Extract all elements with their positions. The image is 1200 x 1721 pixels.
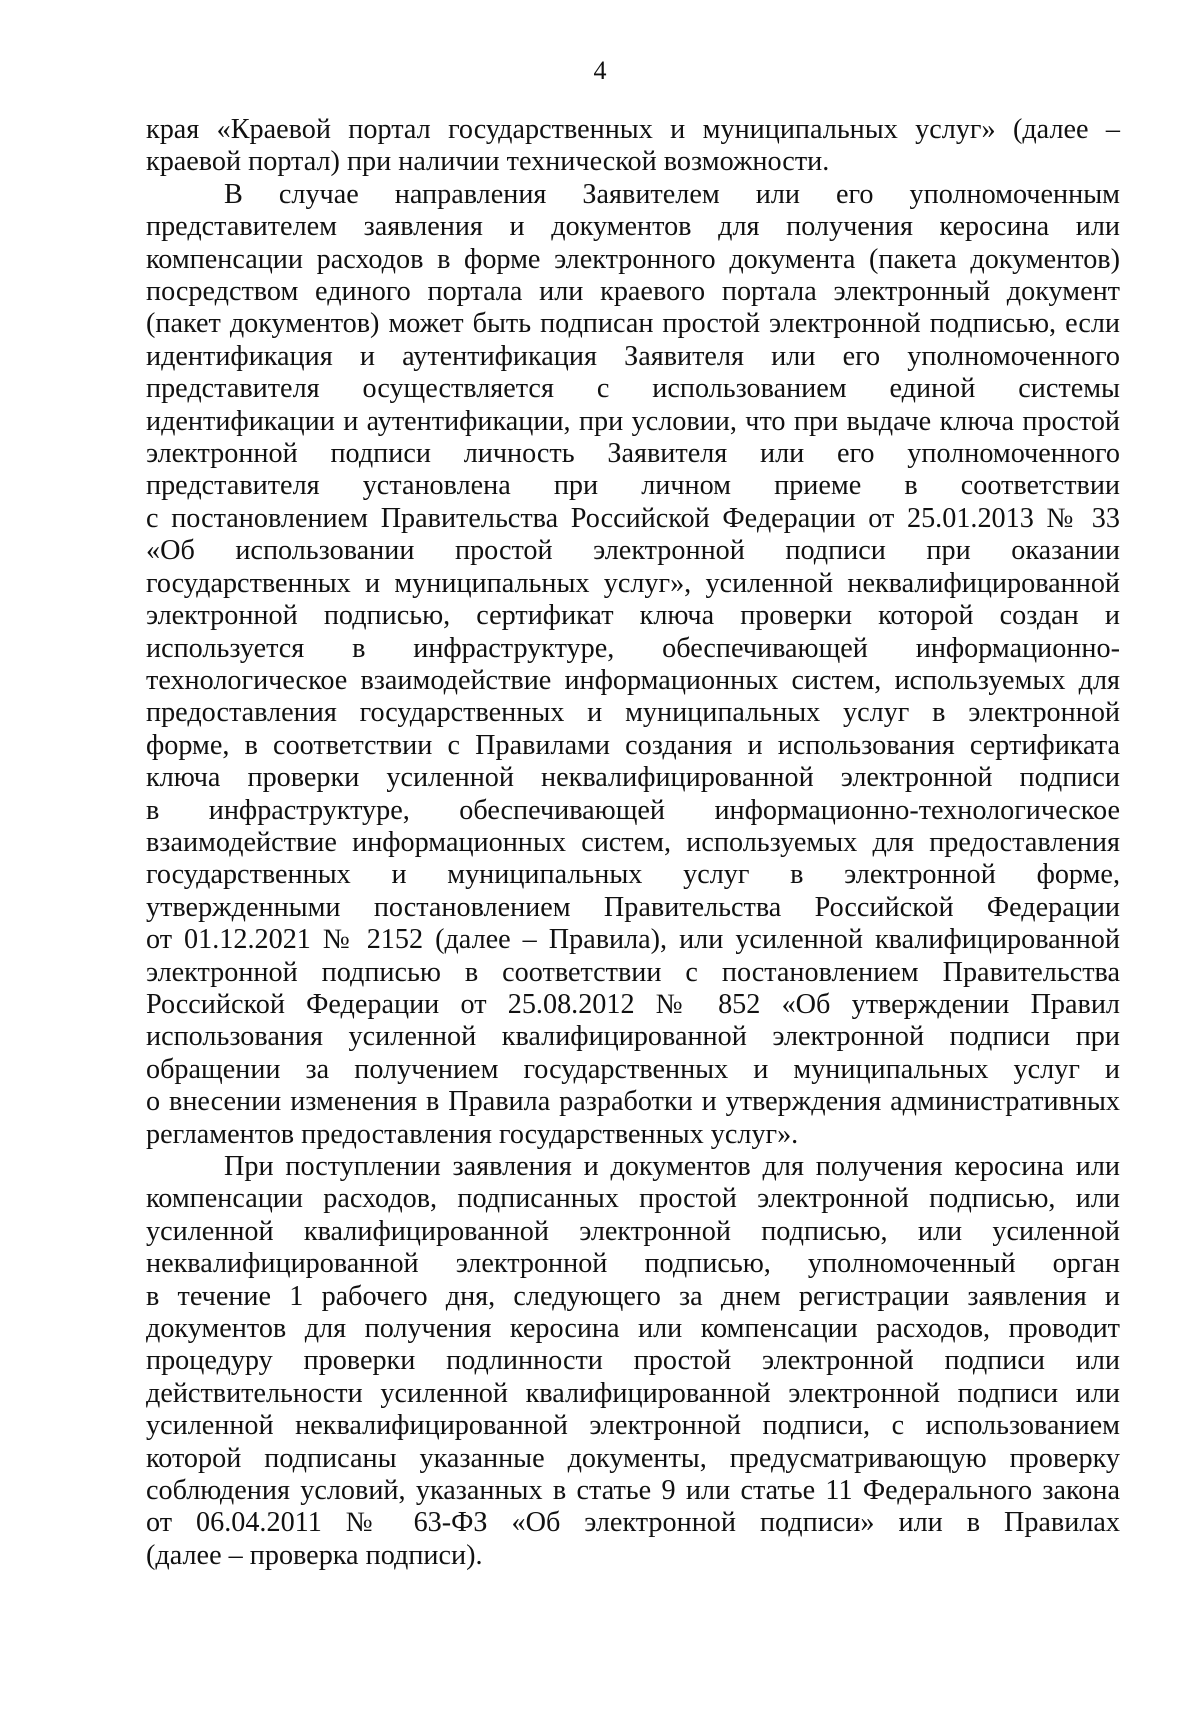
text-line: в инфраструктуре, обеспечивающей информационно-технологическое [146, 794, 1120, 826]
text-line: электронной подписью в соответствии с постановлением Правительства [146, 956, 1120, 988]
text-line: предоставления государственных и муниципальных услуг в электронной [146, 697, 1120, 729]
text-line: В случае направления Заявителем или его уполномоченным [224, 178, 1120, 210]
text-line: идентификации и аутентификации, при условии, что при выдаче ключа простой [146, 405, 1120, 437]
text-line: (пакет документов) может быть подписан простой электронной подписью, если [146, 308, 1120, 340]
text-line: от 01.12.2021 № 2152 (далее – Правила), или усиленной квалифицированной [146, 924, 1120, 956]
text-line: усиленной неквалифицированной электронной подписи, с использованием [146, 1410, 1120, 1442]
text-line: утвержденными постановлением Правительства Российской Федерации [146, 891, 1120, 923]
text-line: ключа проверки усиленной неквалифицированной электронной подписи [146, 762, 1120, 794]
text-line: усиленной квалифицированной электронной подписью, или усиленной [146, 1215, 1120, 1247]
text-line: действительности усиленной квалифицированной электронной подписи или [146, 1377, 1120, 1409]
text-line: краевой портал) при наличии технической возможности. [146, 146, 830, 178]
text-line: электронной подписи личность Заявителя или его уполномоченного [146, 438, 1120, 470]
text-line: представителя осуществляется с использованием единой системы [146, 373, 1120, 405]
text-line: электронной подписью, сертификат ключа проверки которой создан и [146, 600, 1120, 632]
paragraph-1 [146, 114, 1120, 179]
text-line: представителя установлена при личном приеме в соответствии [146, 470, 1120, 502]
text-line: идентификация и аутентификация Заявителя или его уполномоченного [146, 340, 1120, 372]
text-line: соблюдения условий, указанных в статье 9 или статье 11 Федерального закона [146, 1475, 1120, 1507]
document-body [146, 114, 1120, 1572]
page-number: 4 [593, 56, 607, 85]
text-line: представителем заявления и документов для получения керосина или [146, 211, 1120, 243]
text-line: документов для получения керосина или компенсации расходов, проводит [146, 1313, 1120, 1345]
text-line: которой подписаны указанные документы, предусматривающую проверку [146, 1442, 1120, 1474]
text-line: в течение 1 рабочего дня, следующего за днем регистрации заявления и [146, 1280, 1120, 1312]
text-line: компенсации расходов в форме электронного документа (пакета документов) [146, 243, 1120, 275]
paragraph-3 [146, 1151, 1120, 1572]
text-line: технологическое взаимодействие информационных систем, используемых для [146, 664, 1120, 696]
text-line: процедуру проверки подлинности простой электронной подписи или [146, 1345, 1120, 1377]
text-line: неквалифицированной электронной подписью, уполномоченный орган [146, 1248, 1120, 1280]
text-line: регламентов предоставления государственных услуг». [146, 1118, 799, 1150]
text-line: государственных и муниципальных услуг», усиленной неквалифицированной [146, 567, 1120, 599]
text-line: государственных и муниципальных услуг в электронной форме, [146, 859, 1120, 891]
text-line: от 06.04.2011 № 63-ФЗ «Об электронной подписи» или в Правилах [146, 1507, 1120, 1539]
paragraph-2 [146, 179, 1120, 1151]
text-line: форме, в соответствии с Правилами создания и использования сертификата [146, 729, 1120, 761]
text-line: «Об использовании простой электронной подписи при оказании [146, 535, 1120, 567]
text-line: обращении за получением государственных и муниципальных услуг и [146, 1053, 1120, 1085]
text-line: При поступлении заявления и документов для получения керосина или [224, 1151, 1120, 1182]
text-line: использования усиленной квалифицированной электронной подписи при [146, 1021, 1120, 1053]
text-line: о внесении изменения в Правила разработки и утверждения административных [146, 1086, 1120, 1118]
text-line: (далее – проверка подписи). [146, 1539, 483, 1571]
text-line: Российской Федерации от 25.08.2012 № 852 «Об утверждении Правил [146, 988, 1120, 1020]
text-line: края «Краевой портал государственных и муниципальных услуг» (далее – [146, 114, 1120, 145]
text-line: взаимодействие информационных систем, используемых для предоставления [146, 826, 1120, 858]
text-line: с постановлением Правительства Российской Федерации от 25.01.2013 № 33 [146, 502, 1120, 534]
text-line: посредством единого портала или краевого портала электронный документ [146, 276, 1120, 308]
text-line: используется в инфраструктуре, обеспечивающей информационно- [146, 632, 1120, 664]
text-line: компенсации расходов, подписанных простой электронной подписью, или [146, 1183, 1120, 1215]
